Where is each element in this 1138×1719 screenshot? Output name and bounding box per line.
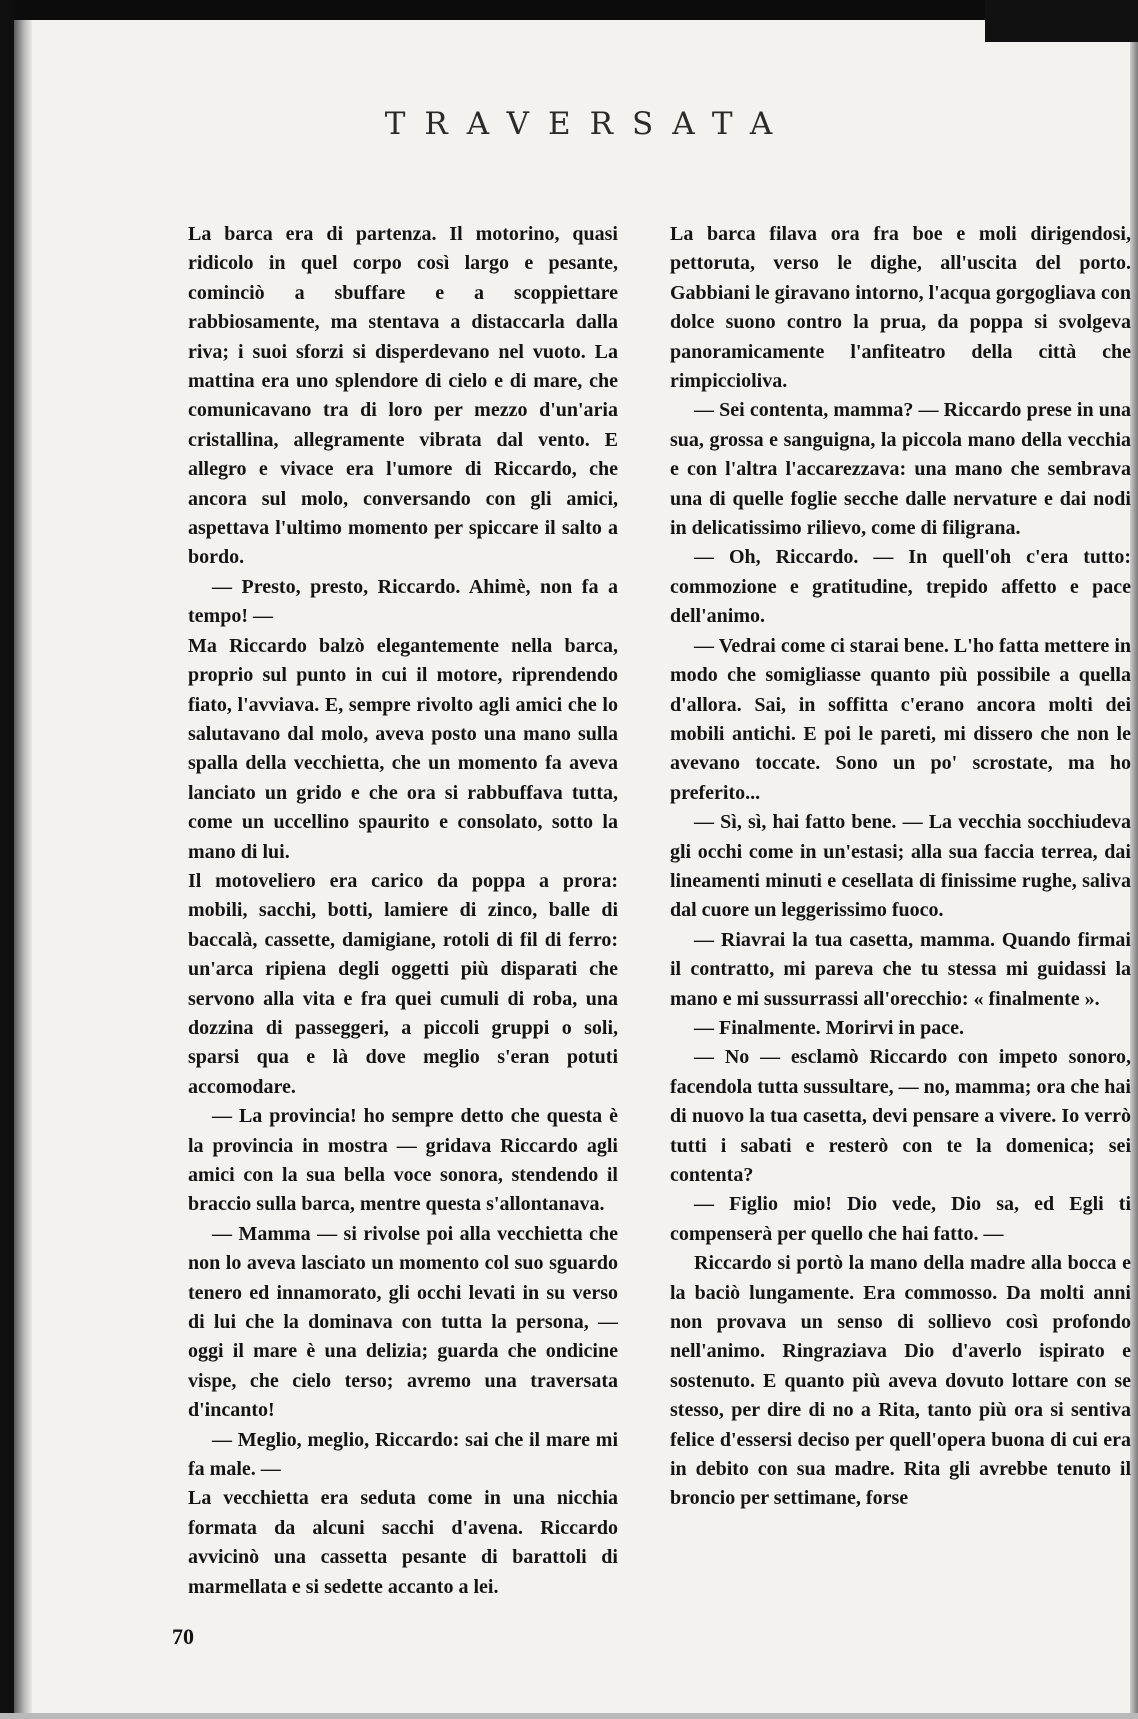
paragraph: La vecchietta era seduta come in una nicchia formata da alcuni sacchi d'avena. Riccardo avvicinò una cassetta pesante di barattoli di marmellata e si sedette accanto a lei. [188,1487,618,1598]
paragraph: Riccardo si portò la mano della madre alla bocca e la baciò lungamente. Era commosso. Da molti anni non provava un senso di sollievo così profondo nell'animo. Ringraziava Dio d'averlo ispirato e sostenuto. E quanto più aveva dovuto lottare con se stesso, per dire di no a Rita, tanto più ora si sentiva felice d'essersi deciso per quell'opera buona di cui era in debito con sua madre. Rita gli avrebbe tenuto il broncio per settimane, forse [670,1252,1131,1510]
left-column [188,220,618,1602]
scan-edge-top [0,0,985,20]
paragraph: — No — esclamò Riccardo con impeto sonoro, facendola tutta sussultare, — no, mamma; ora che hai di nuovo la tua casetta, devi pensare a vivere. Io verrò tutti i sabati e resterò con te la domenica; sei contenta? [670,1046,1131,1186]
paragraph: — Sì, sì, hai fatto bene. — La vecchia socchiudeva gli occhi come in un'estasi; alla sua faccia terrea, dai lineamenti minuti e cesellata di finissime rughe, saliva dal cuore un leggerissimo fuoco. [670,811,1131,922]
paragraph: — Vedrai come ci starai bene. L'ho fatta mettere in modo che somigliasse quanto più possibile a quella d'allora. Sai, in soffitta c'erano ancora molti dei mobili antichi. E poi le pareti, mi dissero che non le avevano toccate. Sono un po' scrostate, ma ho preferito... [670,634,1131,804]
paragraph: — Finalmente. Morirvi in pace. [694,1016,964,1039]
paragraph: Il motoveliero era carico da poppa a prora: mobili, sacchi, botti, lamiere di zinco, balle di baccalà, cassette, damigiane, rotoli di fil di ferro: un'arca ripiena degli oggetti più disparati che servono alla vita e fra quei cumuli di roba, una dozzina di passeggeri, a piccoli gruppi o soli, sparsi qua e là dove meglio s'eran potuti accomodare. [188,869,618,1098]
scan-edge-left-shadow [14,20,32,1719]
paragraph: Ma Riccardo balzò elegantemente nella barca, proprio sul punto in cui il motore, riprendendo fiato, l'avviava. E, sempre rivolto agli amici che lo salutavano dal molo, aveva posto una mano sulla spalla della vecchietta, che un momento fa aveva lanciato un grido e che ora si rabbuffava tutta, come un uccellino spaurito e consolato, sotto la mano di lui. [188,634,618,863]
article-title: TRAVERSATA [384,106,792,142]
scan-edge-bottom [0,1713,1138,1719]
paragraph: — Oh, Riccardo. — In quell'oh c'era tutto: commozione e gratitudine, trepido affetto e pace dell'animo. [670,546,1131,628]
scan-edge-left [0,0,14,1719]
paragraph: — Riavrai la tua casetta, mamma. Quando firmai il contratto, mi pareva che tu stessa mi guidassi la mano e mi sussurrassi all'orecchio: « finalmente ». [670,928,1131,1010]
paragraph: — La provincia! ho sempre detto che questa è la provincia in mostra — gridava Riccardo agli amici con la sua bella voce sonora, stendendo il braccio sulla barca, mentre questa s'allontanava. [188,1105,618,1216]
scan-edge-right [1130,42,1138,1719]
paragraph: — Meglio, meglio, Riccardo: sai che il mare mi fa male. — [188,1428,618,1481]
paragraph: — Presto, presto, Riccardo. Ahimè, non fa a tempo! — [188,575,618,628]
paragraph: — Mamma — si rivolse poi alla vecchietta che non lo aveva lasciato un momento col suo sguardo tenero ed innamorato, gli occhi levati in su verso di lui che la dominava con tutta la persona, — oggi il mare è una delizia; guarda che ondicine vispe, che cielo terso; avremo una traversata d'incanto! [188,1222,618,1422]
paragraph: La barca filava ora fra boe e moli dirigendosi, pettoruta, verso le dighe, all'uscita del porto. Gabbiani le giravano intorno, l'acqua gorgogliava con dolce suono contro la prua, da poppa si svolgeva panoramicamente l'anfiteatro della città che rimpiccioliva. [670,223,1131,393]
scan-edge-top-right [985,0,1138,42]
right-column [670,220,1131,1514]
paragraph: — Figlio mio! Dio vede, Dio sa, ed Egli ti compenserà per quello che hai fatto. — [670,1193,1131,1245]
paragraph: — Sei contenta, mamma? — Riccardo prese in una sua, grossa e sanguigna, la piccola mano della vecchia e con l'altra l'accarezzava: una mano che sembrava una di quelle foglie secche dalle nervature e dai nodi in delicatissimo rilievo, come di filigrana. [670,399,1131,540]
page-number: 70 [172,1624,194,1649]
paragraph: La barca era di partenza. Il motorino, quasi ridicolo in quel corpo così largo e pesante, cominciò a sbuffare e a scoppiettare rabbiosamente, ma stentava a distaccarla dalla riva; i suoi sforzi si disperdevano nel vuoto. La mattina era uno splendore di cielo e di mare, che comunicavano tra di loro per mezzo d'un'aria cristallina, allegramente vibrata dal vento. E allegro e vivace era l'umore di Riccardo, che ancora sul molo, conversando con gli amici, aspettava l'ultimo momento per spiccare il salto a bordo. [188,223,618,569]
